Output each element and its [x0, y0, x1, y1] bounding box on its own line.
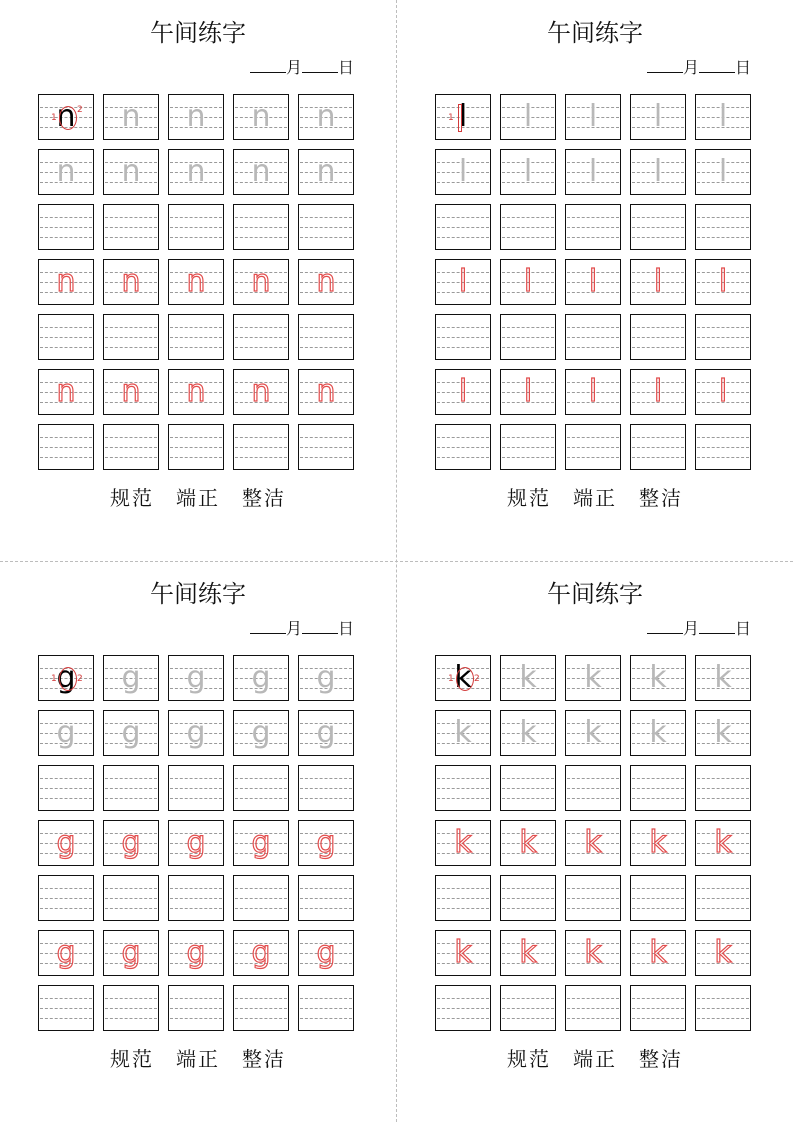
- trace-letter: g: [56, 715, 76, 750]
- dotted-letter: k: [519, 935, 537, 970]
- practice-sheet: [397, 561, 793, 1122]
- writing-cell[interactable]: [500, 149, 556, 195]
- writing-cell[interactable]: [38, 710, 94, 756]
- writing-cell[interactable]: [298, 820, 354, 866]
- dotted-letter: n: [56, 374, 76, 409]
- writing-cell[interactable]: [38, 655, 94, 701]
- month-label: 月: [286, 619, 303, 638]
- day-label: 日: [735, 619, 752, 638]
- trace-letter: k: [454, 715, 472, 750]
- writing-cell[interactable]: [103, 204, 159, 250]
- writing-cell[interactable]: [168, 424, 224, 470]
- stroke-order-number: 2: [77, 674, 83, 684]
- trace-letter: g: [251, 660, 271, 695]
- day-label: 日: [338, 619, 355, 638]
- writing-cell[interactable]: [38, 369, 94, 415]
- day-blank[interactable]: [302, 621, 338, 634]
- writing-cell[interactable]: [298, 875, 354, 921]
- writing-cell[interactable]: [103, 149, 159, 195]
- dotted-letter: k: [649, 935, 667, 970]
- dotted-letter: k: [649, 825, 667, 860]
- stroke-order-number: 1: [51, 113, 57, 123]
- trace-letter: k: [649, 660, 667, 695]
- trace-letter: l: [653, 99, 663, 134]
- writing-cell[interactable]: [695, 369, 751, 415]
- writing-cell[interactable]: [435, 424, 491, 470]
- writing-cell[interactable]: [500, 820, 556, 866]
- writing-cell[interactable]: [630, 985, 686, 1031]
- writing-cell[interactable]: [168, 655, 224, 701]
- dotted-letter: g: [56, 935, 76, 970]
- practice-sheet: [0, 561, 396, 1122]
- writing-cell[interactable]: [565, 314, 621, 360]
- writing-cell[interactable]: [168, 259, 224, 305]
- writing-cell[interactable]: [435, 314, 491, 360]
- writing-cell[interactable]: [233, 875, 289, 921]
- date-line: [250, 58, 354, 78]
- trace-letter: l: [523, 154, 533, 189]
- month-blank[interactable]: [250, 621, 286, 634]
- trace-letter: n: [186, 99, 206, 134]
- writing-cell[interactable]: [38, 765, 94, 811]
- writing-cell[interactable]: [565, 259, 621, 305]
- sheet-footer: 规范 端正 整洁: [507, 1047, 683, 1071]
- writing-cell[interactable]: [168, 875, 224, 921]
- stroke-order-number: 2: [474, 674, 480, 684]
- dotted-letter: l: [523, 374, 533, 409]
- writing-cell[interactable]: [695, 94, 751, 140]
- dotted-letter: n: [121, 374, 141, 409]
- dotted-letter: k: [714, 935, 732, 970]
- trace-letter: k: [649, 715, 667, 750]
- dotted-letter: k: [454, 935, 472, 970]
- dotted-letter: g: [251, 825, 271, 860]
- trace-letter: k: [519, 715, 537, 750]
- writing-cell[interactable]: [435, 149, 491, 195]
- day-blank[interactable]: [302, 60, 338, 73]
- dotted-letter: n: [121, 264, 141, 299]
- dotted-letter: l: [718, 374, 728, 409]
- trace-letter: g: [186, 660, 206, 695]
- writing-cell[interactable]: [695, 259, 751, 305]
- writing-cell[interactable]: [233, 314, 289, 360]
- writing-cell[interactable]: [103, 314, 159, 360]
- model-letter: k: [454, 660, 472, 695]
- trace-letter: k: [584, 660, 602, 695]
- writing-cell[interactable]: [630, 369, 686, 415]
- writing-cell[interactable]: [500, 875, 556, 921]
- writing-cell[interactable]: [298, 369, 354, 415]
- stroke-guide-icon: [59, 667, 77, 691]
- trace-letter: l: [718, 99, 728, 134]
- dotted-letter: g: [121, 935, 141, 970]
- dotted-letter: l: [458, 374, 468, 409]
- writing-cell[interactable]: [298, 985, 354, 1031]
- writing-cell[interactable]: [38, 930, 94, 976]
- writing-cell[interactable]: [38, 94, 94, 140]
- writing-cell[interactable]: [500, 259, 556, 305]
- trace-letter: k: [584, 715, 602, 750]
- writing-cell[interactable]: [38, 875, 94, 921]
- writing-cell[interactable]: [630, 424, 686, 470]
- writing-cell[interactable]: [233, 930, 289, 976]
- writing-cell[interactable]: [233, 259, 289, 305]
- writing-cell[interactable]: [38, 985, 94, 1031]
- trace-letter: l: [653, 154, 663, 189]
- trace-letter: l: [458, 154, 468, 189]
- trace-letter: l: [718, 154, 728, 189]
- writing-cell[interactable]: [233, 94, 289, 140]
- month-blank[interactable]: [647, 621, 683, 634]
- writing-cell[interactable]: [565, 875, 621, 921]
- trace-letter: n: [121, 99, 141, 134]
- writing-cell[interactable]: [695, 424, 751, 470]
- writing-cell[interactable]: [565, 710, 621, 756]
- day-label: 日: [735, 58, 752, 77]
- writing-cell[interactable]: [565, 204, 621, 250]
- writing-cell[interactable]: [500, 765, 556, 811]
- month-label: 月: [683, 58, 700, 77]
- writing-cell[interactable]: [695, 655, 751, 701]
- writing-cell[interactable]: [500, 655, 556, 701]
- trace-letter: n: [251, 154, 271, 189]
- writing-cell[interactable]: [500, 369, 556, 415]
- writing-cell[interactable]: [103, 875, 159, 921]
- writing-cell[interactable]: [233, 204, 289, 250]
- dotted-letter: l: [653, 374, 663, 409]
- writing-cell[interactable]: [630, 655, 686, 701]
- writing-cell[interactable]: [38, 314, 94, 360]
- writing-cell[interactable]: [168, 149, 224, 195]
- dotted-letter: g: [186, 825, 206, 860]
- writing-cell[interactable]: [500, 930, 556, 976]
- writing-cell[interactable]: [695, 985, 751, 1031]
- writing-cell[interactable]: [38, 424, 94, 470]
- writing-cell[interactable]: [435, 765, 491, 811]
- writing-cell[interactable]: [298, 424, 354, 470]
- writing-cell[interactable]: [435, 204, 491, 250]
- writing-cell[interactable]: [233, 149, 289, 195]
- writing-cell[interactable]: [233, 655, 289, 701]
- dotted-letter: n: [251, 264, 271, 299]
- dotted-letter: n: [56, 264, 76, 299]
- writing-cell[interactable]: [630, 930, 686, 976]
- trace-letter: g: [251, 715, 271, 750]
- writing-cell[interactable]: [298, 655, 354, 701]
- month-blank[interactable]: [250, 60, 286, 73]
- writing-cell[interactable]: [103, 710, 159, 756]
- dotted-letter: n: [186, 264, 206, 299]
- trace-letter: n: [56, 154, 76, 189]
- trace-letter: k: [519, 660, 537, 695]
- writing-cell[interactable]: [38, 149, 94, 195]
- writing-cell[interactable]: [233, 985, 289, 1031]
- writing-cell[interactable]: [500, 985, 556, 1031]
- date-line: [250, 619, 354, 639]
- writing-cell[interactable]: [103, 94, 159, 140]
- writing-cell[interactable]: [435, 655, 491, 701]
- dotted-letter: k: [519, 825, 537, 860]
- month-label: 月: [683, 619, 700, 638]
- writing-cell[interactable]: [630, 94, 686, 140]
- dotted-letter: l: [588, 264, 598, 299]
- writing-cell[interactable]: [435, 930, 491, 976]
- writing-cell[interactable]: [168, 204, 224, 250]
- writing-cell[interactable]: [630, 204, 686, 250]
- writing-cell[interactable]: [168, 94, 224, 140]
- writing-cell[interactable]: [565, 424, 621, 470]
- sheet-title: 午间练字: [150, 19, 246, 47]
- stroke-guide-icon: [458, 104, 462, 132]
- dotted-letter: k: [584, 825, 602, 860]
- sheet-title: 午间练字: [150, 580, 246, 608]
- writing-cell[interactable]: [565, 765, 621, 811]
- trace-letter: k: [714, 660, 732, 695]
- writing-cell[interactable]: [565, 369, 621, 415]
- trace-letter: l: [588, 99, 598, 134]
- stroke-guide-icon: [456, 667, 474, 691]
- writing-cell[interactable]: [233, 765, 289, 811]
- writing-cell[interactable]: [298, 765, 354, 811]
- writing-cell[interactable]: [168, 369, 224, 415]
- writing-cell[interactable]: [38, 204, 94, 250]
- month-blank[interactable]: [647, 60, 683, 73]
- model-letter: n: [56, 99, 76, 134]
- writing-cell[interactable]: [695, 820, 751, 866]
- writing-cell[interactable]: [103, 259, 159, 305]
- day-blank[interactable]: [699, 60, 735, 73]
- model-letter: l: [458, 99, 468, 134]
- trace-letter: g: [186, 715, 206, 750]
- writing-cell[interactable]: [103, 930, 159, 976]
- trace-letter: n: [121, 154, 141, 189]
- date-line: [647, 58, 751, 78]
- writing-cell[interactable]: [233, 424, 289, 470]
- dotted-letter: l: [653, 264, 663, 299]
- trace-letter: g: [121, 715, 141, 750]
- dotted-letter: n: [186, 374, 206, 409]
- writing-cell[interactable]: [500, 314, 556, 360]
- dotted-letter: n: [316, 264, 336, 299]
- writing-cell[interactable]: [500, 204, 556, 250]
- writing-cell[interactable]: [695, 204, 751, 250]
- sheet-footer: 规范 端正 整洁: [507, 486, 683, 510]
- dotted-letter: g: [316, 935, 336, 970]
- writing-cell[interactable]: [298, 314, 354, 360]
- writing-cell[interactable]: [38, 820, 94, 866]
- writing-cell[interactable]: [565, 94, 621, 140]
- writing-cell[interactable]: [168, 985, 224, 1031]
- writing-cell[interactable]: [435, 259, 491, 305]
- writing-cell[interactable]: [565, 820, 621, 866]
- writing-cell[interactable]: [695, 149, 751, 195]
- trace-letter: g: [316, 660, 336, 695]
- writing-cell[interactable]: [630, 259, 686, 305]
- writing-cell[interactable]: [435, 94, 491, 140]
- stroke-order-number: 1: [448, 113, 454, 123]
- writing-cell[interactable]: [435, 875, 491, 921]
- dotted-letter: n: [316, 374, 336, 409]
- writing-cell[interactable]: [38, 259, 94, 305]
- sheet-title: 午间练字: [547, 580, 643, 608]
- trace-letter: g: [121, 660, 141, 695]
- writing-cell[interactable]: [630, 875, 686, 921]
- writing-cell[interactable]: [298, 94, 354, 140]
- writing-cell[interactable]: [565, 930, 621, 976]
- writing-cell[interactable]: [630, 710, 686, 756]
- writing-cell[interactable]: [103, 655, 159, 701]
- stroke-order-number: 1: [51, 674, 57, 684]
- writing-cell[interactable]: [168, 930, 224, 976]
- day-label: 日: [338, 58, 355, 77]
- date-line: [647, 619, 751, 639]
- trace-letter: l: [588, 154, 598, 189]
- dotted-letter: k: [714, 825, 732, 860]
- writing-cell[interactable]: [435, 820, 491, 866]
- writing-cell[interactable]: [695, 314, 751, 360]
- writing-cell[interactable]: [233, 369, 289, 415]
- writing-cell[interactable]: [298, 930, 354, 976]
- writing-cell[interactable]: [565, 985, 621, 1031]
- trace-letter: k: [714, 715, 732, 750]
- writing-cell[interactable]: [435, 710, 491, 756]
- dotted-letter: g: [56, 825, 76, 860]
- dotted-letter: l: [458, 264, 468, 299]
- writing-cell[interactable]: [298, 259, 354, 305]
- writing-cell[interactable]: [103, 985, 159, 1031]
- writing-cell[interactable]: [168, 820, 224, 866]
- practice-sheet: [397, 0, 793, 561]
- writing-cell[interactable]: [500, 94, 556, 140]
- writing-cell[interactable]: [565, 655, 621, 701]
- trace-letter: n: [316, 154, 336, 189]
- writing-cell[interactable]: [168, 314, 224, 360]
- day-blank[interactable]: [699, 621, 735, 634]
- dotted-letter: l: [523, 264, 533, 299]
- dotted-letter: g: [316, 825, 336, 860]
- writing-cell[interactable]: [695, 765, 751, 811]
- writing-cell[interactable]: [168, 765, 224, 811]
- writing-cell[interactable]: [103, 424, 159, 470]
- writing-cell[interactable]: [695, 930, 751, 976]
- writing-cell[interactable]: [630, 314, 686, 360]
- writing-cell[interactable]: [103, 765, 159, 811]
- month-label: 月: [286, 58, 303, 77]
- dotted-letter: l: [718, 264, 728, 299]
- writing-cell[interactable]: [298, 204, 354, 250]
- trace-letter: n: [251, 99, 271, 134]
- dotted-letter: g: [186, 935, 206, 970]
- trace-letter: n: [316, 99, 336, 134]
- writing-cell[interactable]: [565, 149, 621, 195]
- dotted-letter: n: [251, 374, 271, 409]
- trace-letter: n: [186, 154, 206, 189]
- writing-cell[interactable]: [233, 710, 289, 756]
- writing-cell[interactable]: [298, 149, 354, 195]
- writing-cell[interactable]: [630, 820, 686, 866]
- dotted-letter: l: [588, 374, 598, 409]
- writing-cell[interactable]: [500, 424, 556, 470]
- stroke-order-number: 1: [448, 674, 454, 684]
- trace-letter: g: [316, 715, 336, 750]
- writing-cell[interactable]: [695, 710, 751, 756]
- writing-cell[interactable]: [435, 369, 491, 415]
- model-letter: g: [56, 660, 76, 695]
- writing-cell[interactable]: [168, 710, 224, 756]
- sheet-title: 午间练字: [547, 19, 643, 47]
- writing-cell[interactable]: [103, 369, 159, 415]
- dotted-letter: g: [121, 825, 141, 860]
- writing-cell[interactable]: [435, 985, 491, 1031]
- sheet-footer: 规范 端正 整洁: [110, 486, 286, 510]
- trace-letter: l: [523, 99, 533, 134]
- writing-cell[interactable]: [630, 765, 686, 811]
- writing-cell[interactable]: [500, 710, 556, 756]
- sheet-footer: 规范 端正 整洁: [110, 1047, 286, 1071]
- writing-cell[interactable]: [695, 875, 751, 921]
- stroke-order-number: 2: [77, 105, 83, 115]
- writing-cell[interactable]: [103, 820, 159, 866]
- writing-cell[interactable]: [630, 149, 686, 195]
- dotted-letter: g: [251, 935, 271, 970]
- practice-sheet: [0, 0, 396, 561]
- dotted-letter: k: [454, 825, 472, 860]
- stroke-guide-icon: [59, 106, 77, 130]
- writing-cell[interactable]: [233, 820, 289, 866]
- writing-cell[interactable]: [298, 710, 354, 756]
- dotted-letter: k: [584, 935, 602, 970]
